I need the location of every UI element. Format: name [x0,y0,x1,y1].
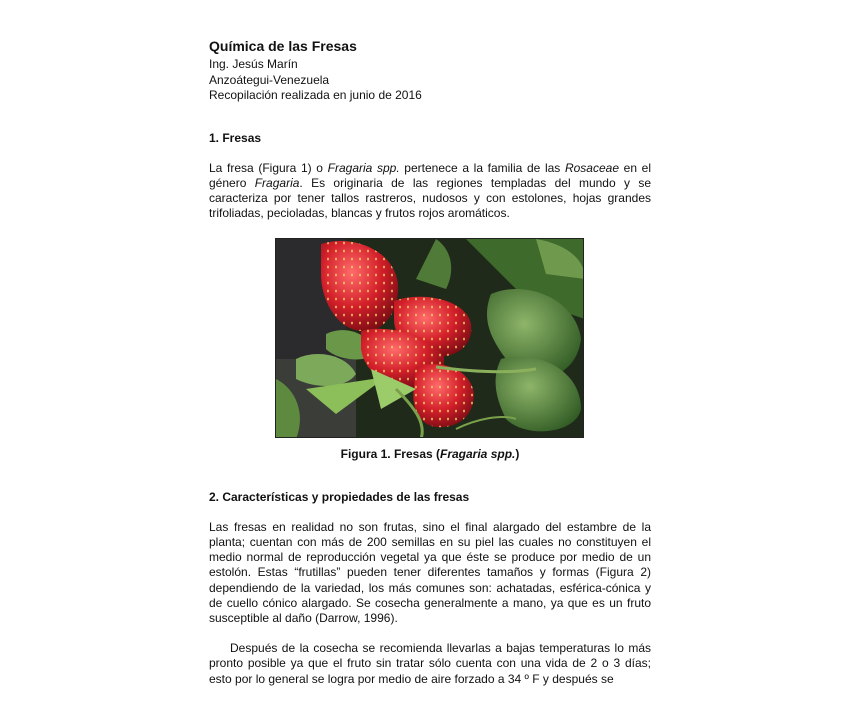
location-line: Anzoátegui-Venezuela [209,72,330,87]
author-line: Ing. Jesús Marín [209,57,298,71]
section-2-paragraph-2: Después de la cosecha se recomienda llevarlas a bajas temperaturas lo más pronto posible ya que el fruto sin tratar sólo cuenta con una vida de 2 o 3 días; esto por lo general se logra por medio de aire forzado a 34 º F y después se [209,641,651,686]
section-1-heading: 1. Fresas [209,130,262,145]
compiled-line: Recopilación realizada en junio de 2016 [209,88,422,102]
figure-caption: Figura 1. Fresas (Fragaria spp.) [340,447,520,461]
section-2-paragraph-1: Las fresas en realidad no son frutas, sino el final alargado del estambre de la planta; cuentan con más de 200 semillas en su piel las cuales no constituyen el medio normal de reproducción vegetal ya que éste se produce por medio de un estolón. Estas “frutillas” pueden tener diferentes tamaños y formas (Figura 2) dependiendo de la variedad, los más comunes son: achatadas, esférica-cónica y de cuello cónico alargado. Se cosecha generalmente a mano, ya que es un fruto susceptible al daño (Darrow, 1996). [209,519,651,625]
strawberry-photo [275,238,584,438]
section-2-heading: 2. Características y propiedades de las fresas [209,489,470,504]
section-1-paragraph: La fresa (Figura 1) o Fragaria spp. pertenece a la familia de las Rosaceae en el género Fragaria. Es originaria de las regiones templadas del mundo y se caracteriza por tener tallos rastreros, nudosos y con estolones, hojas grandes trifoliadas, pecioladas, blancas y frutos rojos aromáticos. [209,160,652,221]
document-title: Química de las Fresas [209,38,357,54]
